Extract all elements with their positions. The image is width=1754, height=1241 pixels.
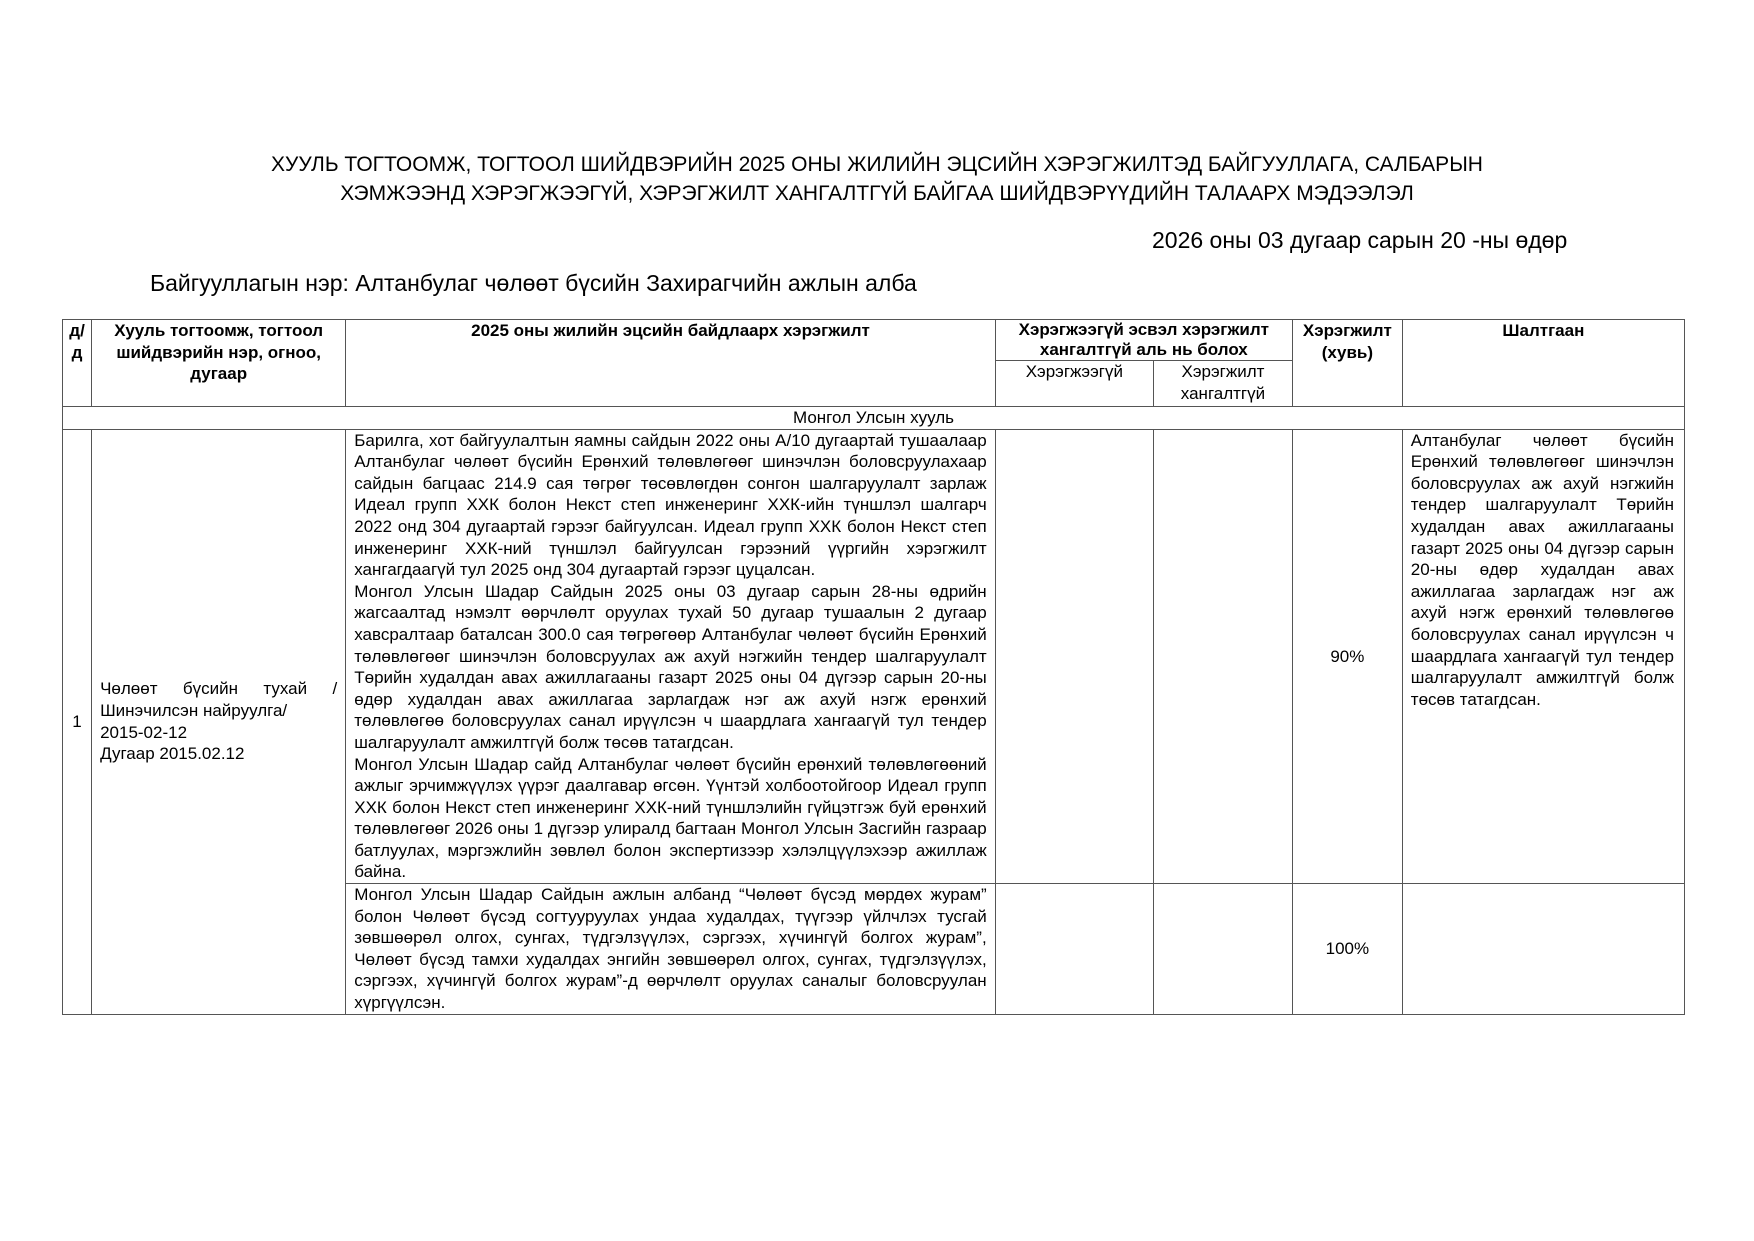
decisions-table: [62, 319, 1685, 1015]
document-title: [0, 150, 1754, 208]
percent-cell: 100%: [1292, 884, 1402, 1015]
law-date: 2015-02-12: [100, 722, 188, 742]
header-law: Хууль тогтоомж, тогтоол шийдвэрийн нэр, огноо, дугаар: [92, 320, 346, 407]
header-implementation: 2025 оны жилийн эцсийн байдлаарх хэрэгжилт: [346, 320, 995, 407]
reason-cell: Алтанбулаг чөлөөт бүсийн Ерөнхий төлөвлөгөөг шинэчлэн боловсруулах аж ахуй нэгжийн тендер шалгаруулалт Төрийн худалдан авах ажиллагааны газарт 2025 оны 04 дүгээр сарын 20-ны өдөр худалдан авах ажиллагаа зарлагдаж нэг аж ахуй нэгж ерөнхий төлөвлөгөө боловсруулах санал ирүүлсэн ч шаардлага хангаагүй тул тендер шалгаруулалт амжилтгүй болж төсөв татагдсан.: [1402, 429, 1684, 883]
insufficient-cell: [1154, 884, 1293, 1015]
not-implemented-cell: [995, 884, 1153, 1015]
not-implemented-cell: [995, 429, 1153, 883]
header-percent: Хэрэгжилт (хувь): [1292, 320, 1402, 407]
report-date: 2026 оны 03 дугаар сарын 20 -ны өдөр: [1152, 227, 1568, 253]
law-number: Дугаар 2015.02.12: [100, 744, 245, 764]
title-line-1: ХУУЛЬ ТОГТООМЖ, ТОГТООЛ ШИЙДВЭРИЙН 2025 ОНЫ ЖИЛИЙН ЭЦСИЙН ХЭРЭГЖИЛТЭД БАЙГУУЛЛАГА, САЛБАРЫН: [271, 153, 1483, 176]
table-row: [63, 429, 1685, 883]
implementation-cell: [346, 429, 995, 883]
implementation-paragraph: Барилга, хот байгуулалтын яамны сайдын 2022 оны А/10 дугаартай тушаалаар Алтанбулаг чөлөөт бүсийн Ерөнхий төлөвлөгөөг шинэчлэн боловсруулахаар сайдын багцаас 214.9 сая төгрөг төсөвлөгдөн сонгон шалгаруулалт зарлаж Идеал групп ХХК болон Некст степ инженеринг ХХК-ийн түншлэл шалгарч 2022 онд 304 дугаартай гэрээг байгуулсан. Идеал групп ХХК болон Некст степ инженеринг ХХК-ний түншлэл байгуулсан гэрээний үүргийн хэрэгжилт хангагдаагүй тул 2025 онд 304 дугаартай гэрээг цуцалсан.: [354, 430, 987, 580]
implementation-cell: [346, 884, 995, 1015]
law-cell: [92, 429, 346, 1014]
organization-name: Байгууллагын нэр: Алтанбулаг чөлөөт бүсийн Захирагчийн ажлын алба: [150, 270, 917, 296]
insufficient-cell: [1154, 429, 1293, 883]
law-name: Чөлөөт бүсийн тухай /Шинэчилсэн найруулга/: [100, 679, 338, 721]
header-insufficient: Хэрэгжилт хангалтгүй: [1154, 361, 1293, 407]
implementation-paragraph: Монгол Улсын Шадар Сайдын ажлын албанд “Чөлөөт бүсэд мөрдөх журам” болон Чөлөөт бүсэд согтууруулах ундаа худалдах, түүгээр үйлчлэх тусгай зөвшөөрөл олгох, сунгах, түдгэлзүүлэх, сэргээх, хүчингүй болгох журам”, Чөлөөт бүсэд тамхи худалдах энгийн зөвшөөрөл олгох, сунгах, түдгэлзүүлэх, сэргээх, хүчингүй болгох журам”-д өөрчлөлт оруулах саналыг боловсруулан хүргүүлсэн.: [354, 885, 987, 1013]
header-status-group: Хэрэгжээгүй эсвэл хэрэгжилт хангалтгүй аль нь болох: [995, 320, 1292, 361]
row-number: 1: [63, 429, 92, 1014]
section-row: [63, 407, 1685, 430]
header-no: д/д: [63, 320, 92, 407]
title-line-2: ХЭМЖЭЭНД ХЭРЭГЖЭЭГҮЙ, ХЭРЭГЖИЛТ ХАНГАЛТГҮЙ БАЙГАА ШИЙДВЭРҮҮДИЙН ТАЛААРХ МЭДЭЭЛЭЛ: [340, 182, 1414, 205]
implementation-paragraph: Монгол Улсын Шадар сайд Алтанбулаг чөлөөт бүсийн ерөнхий төлөвлөгөөний ажлыг эрчимжүүлэх үүрэг даалгавар өгсөн. Үүнтэй холбоотойгоор Идеал групп ХХК болон Некст степ инженеринг ХХК-ний түншлэлийн гүйцэтгэж буй ерөнхий төлөвлөгөөг 2026 оны 1 дүгээр улиралд багтаан Монгол Улсын Засгийн газраар батлуулах, мэргэжлийн зөвлөл болон экспертизээр хэлэлцүүлэхээр ажиллаж байна.: [354, 754, 987, 882]
header-not-implemented: Хэрэгжээгүй: [995, 361, 1153, 407]
implementation-paragraph: Монгол Улсын Шадар Сайдын 2025 оны 03 дугаар сарын 28-ны өдрийн жагсаалтад нэмэлт өөрчлөлт оруулах тухай 50 дугаар тушаалын 2 дугаар хавсралтаар баталсан 300.0 сая төгрөгөөр Алтанбулаг чөлөөт бүсийн Ерөнхий төлөвлөгөөг шинэчлэн боловсруулах аж ахуй нэгжийн тендер шалгаруулалт Төрийн худалдан авах ажиллагааны газарт 2025 оны 04 дүгээр сарын 20-ны өдөр худалдан авах ажиллагаа зарлагдаж нэг аж ахуй нэгж ерөнхий төлөвлөгөө боловсруулах санал ирүүлсэн ч шаардлага хангаагүй тул тендер шалгаруулалт амжилтгүй болж төсөв татагдсан.: [354, 581, 987, 752]
reason-cell: [1402, 884, 1684, 1015]
section-label: Монгол Улсын хууль: [63, 407, 1685, 430]
header-reason: Шалтгаан: [1402, 320, 1684, 407]
percent-cell: 90%: [1292, 429, 1402, 883]
